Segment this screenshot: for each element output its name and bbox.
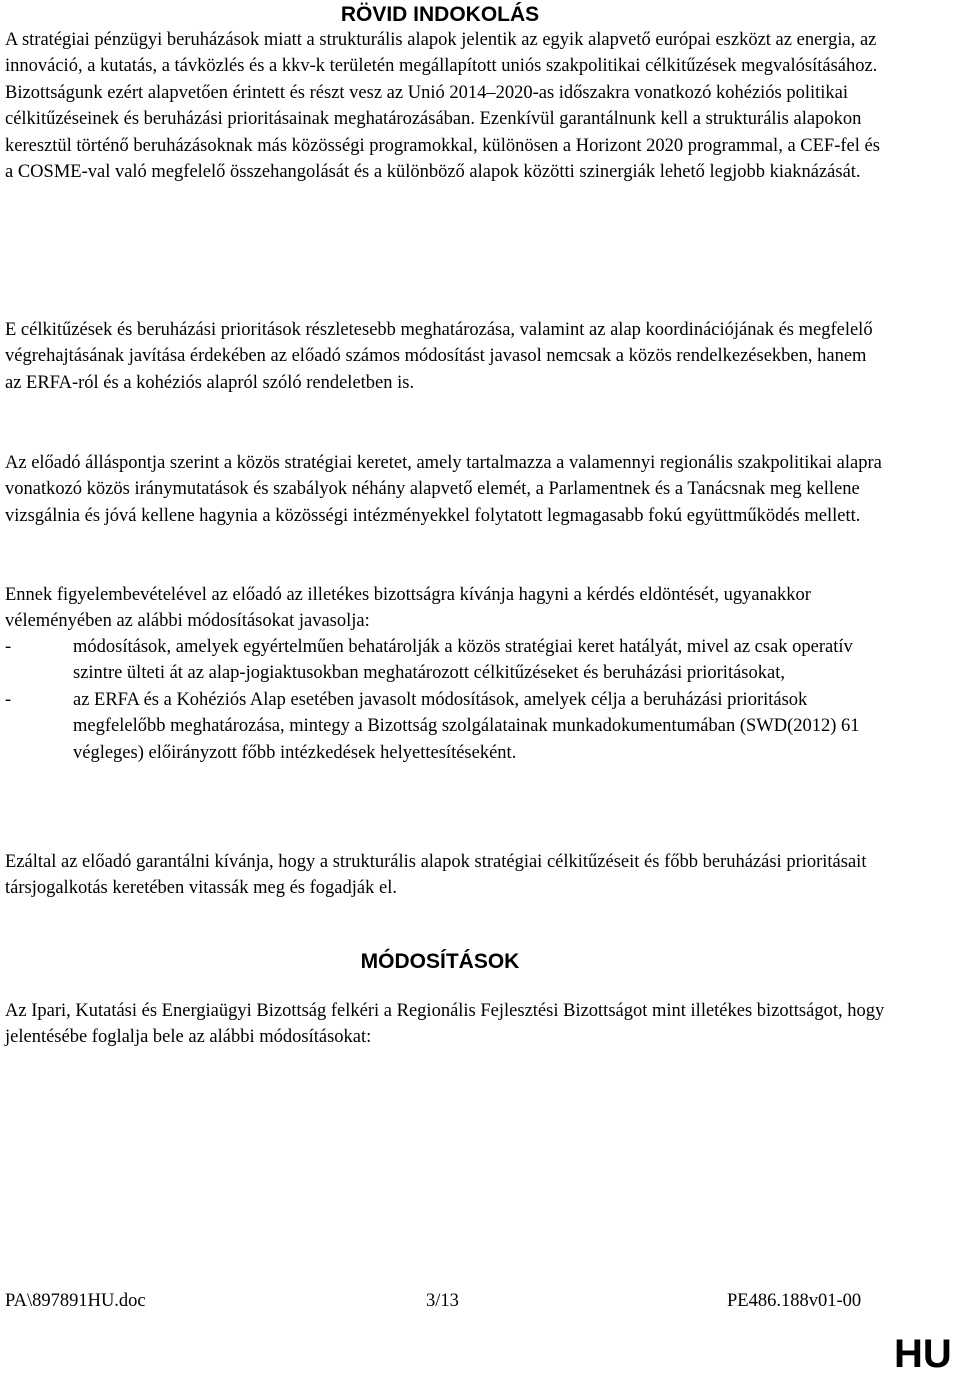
section-heading-amendments: MÓDOSÍTÁSOK	[360, 950, 520, 973]
paragraph-strategic-framework: Az előadó álláspontja szerint a közös stratégiai keretet, amely tartalmazza a valamennyi regionális szakpolitikai alapra vonatkozó közös iránymutatások és szabályok néhány alapvető elemét, a Parlamentnek és a Tanácsnak meg kellene vizsgálnia és jóvá kellene hagynia a közösségi intézményekkel folytatott legmagasabb fokú együttműködés mellett.	[5, 453, 882, 526]
amendment-list	[5, 634, 885, 766]
list-item-text: az ERFA és a Kohéziós Alap esetében javasolt módosítások, amelyek célja a beruházási prioritások megfelelőbb meghatározása, mintegy a Bizottság szolgálatainak munkadokumentumában (SWD(2012) 61 végleges) előirányzott főbb intézkedések helyettesítéseként.	[73, 689, 860, 763]
list-item-text: módosítások, amelyek egyértelműen behatárolják a közös stratégiai keret hatályát, mivel az csak operatív szintre ülteti át az alap-jogiaktusokban meghatározott célkitűzéseket és beruházási prioritásokat,	[73, 637, 853, 684]
paragraph-objectives: E célkitűzések és beruházási prioritások részletesebb meghatározása, valamint az alap koordinációjának és megfelelő végrehajtásának javítása érdekében az előadó számos módosítást javasol nemcsak a közös rendelkezésekben, hanem az ERFA-ról és a kohéziós alapról szóló rendeletben is.	[5, 320, 873, 393]
list-dash: -	[5, 689, 12, 710]
footer-doc-reference: PA\897891HU.doc	[5, 1291, 146, 1311]
paragraph-conclusion: Ezáltal az előadó garantálni kívánja, hogy a strukturális alapok stratégiai célkitűzéseit és főbb beruházási prioritásait társjogalkotás keretében vitassák meg és fogadják el.	[5, 852, 867, 899]
paragraph-committee-request: Az Ipari, Kutatási és Energiaügyi Bizottság felkéri a Regionális Fejlesztési Bizottságot mint illetékes bizottságot, hogy jelentésébe foglalja bele az alábbi módosításokat:	[5, 1001, 885, 1048]
paragraph-rapporteur-proposal: Ennek figyelembevételével az előadó az illetékes bizottságra kívánja hagyni a kérdés eldöntését, ugyanakkor véleményében az alábbi módosításokat javasolja:	[5, 585, 811, 632]
footer-pe-number: PE486.188v01-00	[727, 1291, 862, 1311]
paragraph-intro: A stratégiai pénzügyi beruházások miatt a strukturális alapok jelentik az egyik alapvető európai eszközt az energia, az innováció, a kutatás, a távközlés és a kkv-k területén megállapított uniós szakpolitikai célkitűzések megvalósításához. Bizottságunk ezért alapvetően érintett és részt vesz az Unió 2014–2020-as időszakra vonatkozó kohéziós politikai célkitűzéseinek és beruházási prioritásainak meghatározásában. Ezenkívül garantálnunk kell a strukturális alapokon keresztül történő beruházásoknak más közösségi programokkal, különösen a Horizont 2020 programmal, a CEF-fel és a COSME-val való megfelelő összehangolását és a különböző alapok közötti szinergiák lehető legjobb kiaknázását.	[5, 30, 880, 183]
language-code-badge: HU	[894, 1332, 952, 1376]
list-item	[5, 687, 885, 766]
footer-page-number: 3/13	[426, 1291, 459, 1311]
list-item	[5, 634, 885, 687]
list-dash: -	[5, 637, 12, 657]
section-heading-summary: RÖVID INDOKOLÁS	[340, 3, 540, 26]
